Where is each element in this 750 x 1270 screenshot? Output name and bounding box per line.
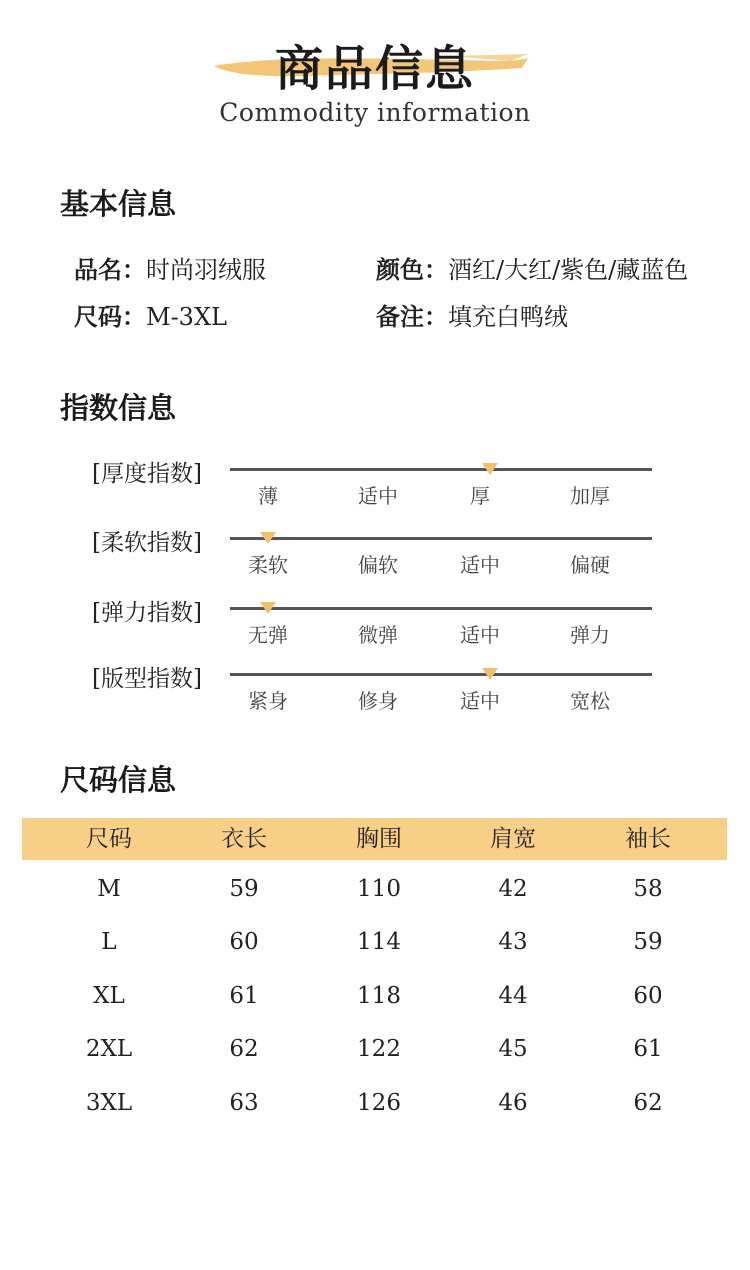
info-item-size (74, 297, 227, 332)
index-option: 微弹 (358, 623, 398, 647)
index-option: 适中 (460, 623, 500, 647)
size-table-cell: 61 (633, 1036, 663, 1063)
size-table-cell: 59 (633, 929, 663, 956)
index-scale-line (230, 468, 652, 471)
page-subtitle: Commodity information (219, 98, 531, 127)
info-value: 填充白鸭绒 (448, 303, 568, 331)
basic-info-title: 基本信息 (60, 187, 177, 221)
info-item-name (74, 250, 266, 285)
index-label: [厚度指数] (92, 461, 202, 487)
page-title: 商品信息 (274, 41, 475, 97)
size-table-cell: 62 (633, 1089, 663, 1116)
size-table-cell: 46 (498, 1089, 528, 1116)
size-table-row-label: XL (93, 982, 125, 1009)
size-table-cell: 60 (633, 982, 663, 1009)
index-option: 紧身 (248, 689, 288, 713)
size-table-row-label: L (101, 929, 117, 956)
size-table-row-label: M (97, 876, 121, 902)
index-row (0, 524, 750, 584)
index-info-title: 指数信息 (60, 391, 177, 425)
info-value: M-3XL (146, 303, 227, 331)
index-option: 适中 (460, 689, 500, 713)
index-label: [柔软指数] (92, 530, 202, 556)
index-marker-icon (482, 668, 498, 680)
index-scale-line (230, 537, 652, 540)
index-option: 薄 (258, 484, 278, 508)
index-option: 修身 (358, 689, 398, 713)
info-item-color (376, 250, 688, 285)
index-option: 适中 (358, 484, 398, 508)
size-table-cell: 63 (229, 1089, 259, 1116)
index-option: 弹力 (570, 623, 610, 647)
size-table-cell: 118 (357, 982, 401, 1009)
size-table-cell: 44 (498, 982, 528, 1009)
index-option: 厚 (470, 484, 490, 508)
size-table-cell: 114 (357, 929, 401, 956)
index-label: [弹力指数] (92, 600, 202, 626)
info-label: 尺码： (74, 302, 146, 331)
size-table-column-header: 肩宽 (490, 826, 536, 852)
size-table-cell: 60 (229, 929, 259, 956)
index-option: 加厚 (570, 484, 610, 508)
size-table-cell: 110 (357, 876, 401, 902)
index-option: 宽松 (570, 689, 610, 713)
info-item-note (376, 297, 568, 332)
size-table-column-header: 袖长 (625, 826, 671, 852)
index-marker-icon (260, 532, 276, 544)
index-row (0, 594, 750, 654)
size-table-cell: 126 (357, 1089, 401, 1116)
index-marker-icon (482, 463, 498, 475)
index-label: [版型指数] (92, 666, 202, 692)
size-table-header (22, 818, 727, 860)
index-scale-line (230, 607, 652, 610)
size-table-column-header: 胸围 (356, 826, 402, 852)
size-info-title: 尺码信息 (60, 763, 177, 797)
info-value: 酒红/大红/紫色/藏蓝色 (448, 256, 689, 284)
size-table-cell: 62 (229, 1036, 259, 1063)
size-table-cell: 58 (633, 876, 663, 902)
index-scale-line (230, 673, 652, 676)
info-value: 时尚羽绒服 (146, 256, 266, 284)
size-table-cell: 122 (357, 1036, 401, 1063)
index-marker-icon (260, 602, 276, 614)
index-row (0, 455, 750, 515)
page-header (0, 0, 750, 140)
index-option: 偏软 (358, 553, 398, 577)
info-label: 颜色： (376, 255, 448, 284)
index-option: 柔软 (248, 553, 288, 577)
size-table-cell: 59 (229, 876, 259, 902)
size-table-cell: 45 (498, 1036, 528, 1063)
size-table-cell: 43 (498, 929, 528, 956)
index-option: 适中 (460, 553, 500, 577)
info-label: 备注： (376, 302, 448, 331)
size-table-row-label: 3XL (85, 1089, 133, 1116)
index-option: 偏硬 (570, 553, 610, 577)
size-table-row-label: 2XL (85, 1036, 133, 1063)
size-table-column-header: 尺码 (86, 826, 132, 852)
info-label: 品名： (74, 255, 146, 284)
index-option: 无弹 (248, 623, 288, 647)
size-table-cell: 42 (498, 876, 528, 902)
size-table-column-header: 衣长 (221, 826, 267, 852)
index-row (0, 660, 750, 720)
size-table-cell: 61 (229, 982, 259, 1009)
